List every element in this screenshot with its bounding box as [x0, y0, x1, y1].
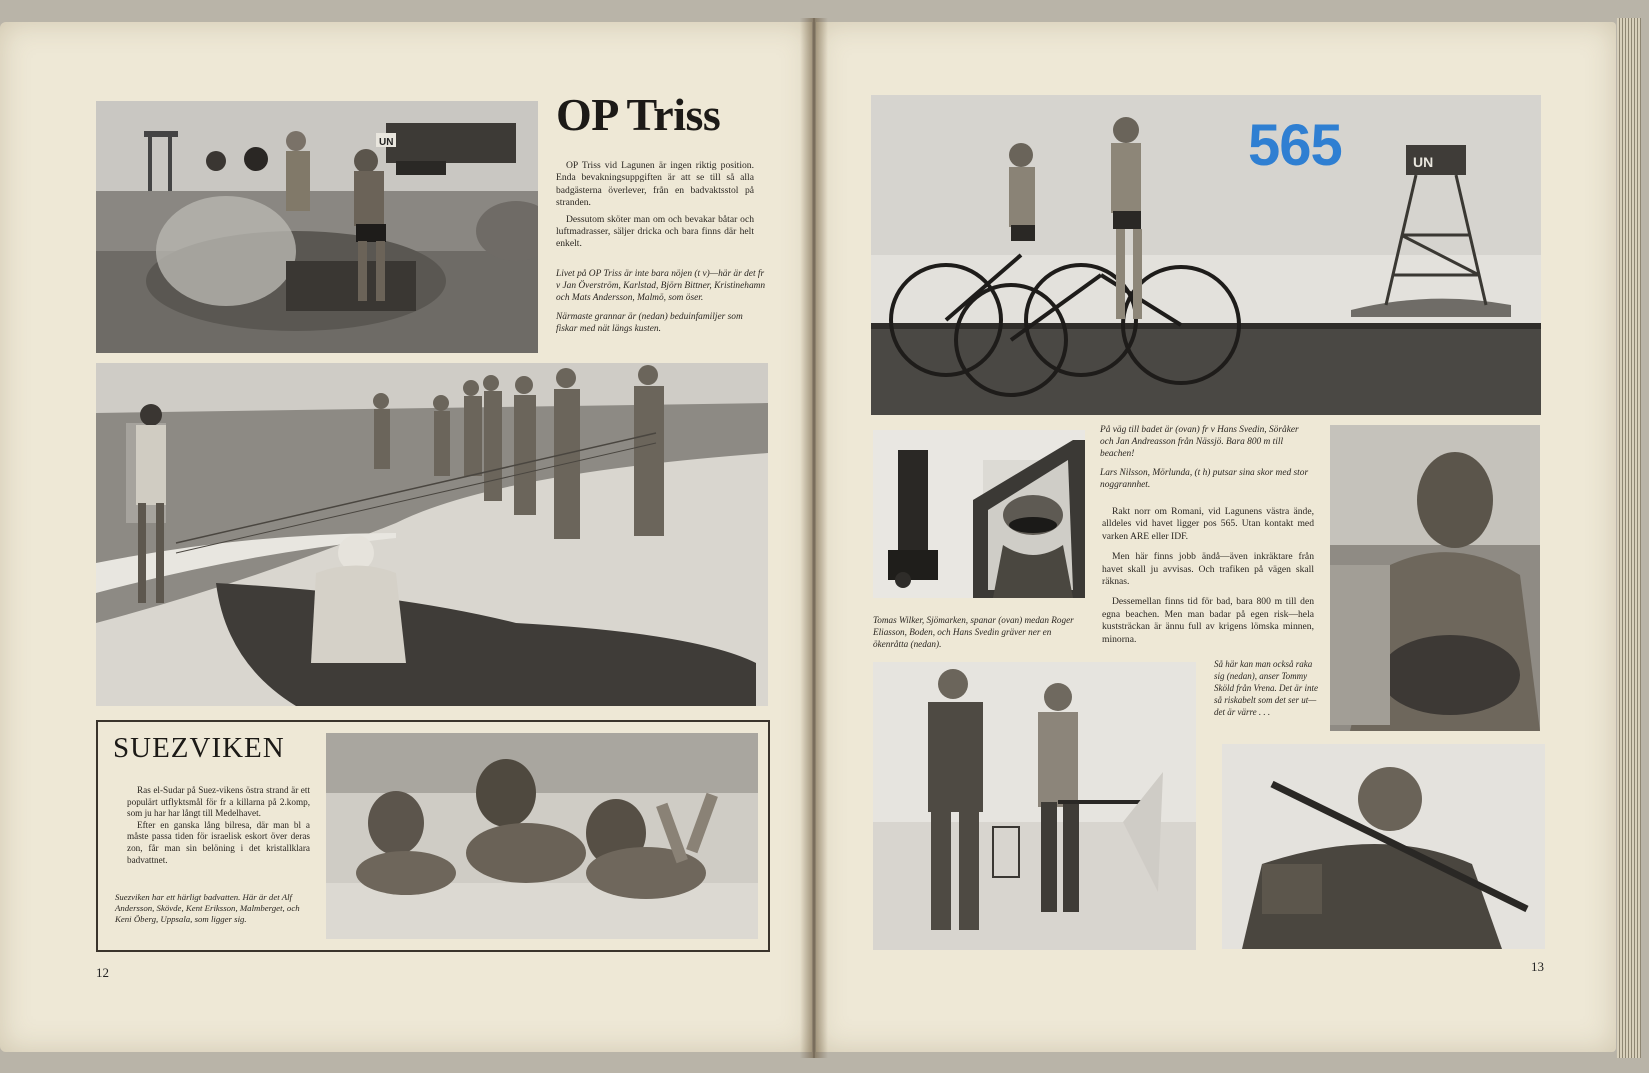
- un-sign: UN: [379, 137, 394, 148]
- photo-fishing-net: [96, 363, 768, 706]
- page-number-left: 12: [96, 965, 109, 980]
- photo-bicycles: [871, 95, 1541, 415]
- page-number-right: 13: [1531, 959, 1544, 974]
- suezviken-caption: Suezviken har ett härligt badvatten. Här är det Alf Andersson, Skövde, Kent Eriksson, Malmberget, och Keni Öberg, Uppsala, som ligger sig.: [115, 892, 300, 924]
- body-paragraph: Rakt norr om Romani, vid Lagunens västra ände, alldeles vid havet ligger pos 565. Utan kontakt med varken ARE eller IDF.: [1102, 506, 1314, 542]
- photo-suezviken-bathers: [326, 733, 758, 939]
- caption-paragraph: Lars Nilsson, Mörlunda, (t h) putsar sina skor med stor noggrannhet.: [1100, 467, 1309, 490]
- tower-un-sign: UN: [1413, 154, 1434, 170]
- caption-shaving: Så här kan man också raka sig (nedan), anser Tommy Sköld från Vrena. Det är inte så riskabelt som det ser ut—det är värre . . .: [1214, 659, 1318, 717]
- intro-paragraph: Dessutom sköter man om och bevakar båtar och luftmadrasser, säljer dricka och bara finns där helt enkelt.: [556, 213, 754, 250]
- photo-shoe-polish: [1330, 425, 1540, 731]
- suezviken-text: [127, 785, 310, 866]
- caption-lookout: Tomas Wilker, Sjömarken, spanar (ovan) medan Roger Eliasson, Boden, och Hans Svedin gräver ner en ökenråtta (nedan).: [873, 615, 1074, 649]
- page-edges: [1617, 18, 1641, 1058]
- caption-paragraph: På väg till badet är (ovan) fr v Hans Svedin, Söråker och Jan Andreasson från Nässjö. Bara 800 m till beachen!: [1100, 425, 1299, 460]
- suezviken-paragraph: Ras el-Sudar på Suez-vikens östra strand är ett populärt utflyktsmål för fr a killarna på 2.komp, som ju har har långt till Medelhavet.: [127, 785, 310, 819]
- caption-op-triss: [556, 268, 766, 341]
- intro-text: [556, 160, 754, 255]
- photo-digging: [873, 662, 1196, 950]
- caption-paragraph: Livet på OP Triss är inte bara nöjen (t v)—här är det fr v Jan Överström, Karlstad, Björn Bittner, Kristinehamn och Mats Andersson, Malmö, som öser.: [556, 269, 766, 304]
- body-paragraph: Men här finns jobb ändå—även inkräktare från havet skall ju avvisas. Och trafiken på vägen skall räknas.: [1102, 551, 1314, 588]
- body-paragraph: Dessemellan finns tid för bad, bara 800 m till den egna beachen. Men man badar på egen risk—hela kuststräckan är ännu full av krigens lömska minnen, minorna.: [1102, 596, 1314, 645]
- book-gutter: [800, 18, 828, 1058]
- suezviken-title: SUEZVIKEN: [113, 732, 285, 764]
- page-title-565: 565: [1248, 113, 1342, 178]
- caption-bicycles: [1100, 424, 1310, 497]
- photo-lookout-helmet: [873, 430, 1085, 598]
- photo-shaving: [1222, 744, 1545, 949]
- suezviken-paragraph: Efter en ganska lång bilresa, där man bl a måste passa tiden för israelisk eskort över deras zon, får man sin belöning i det kristallklara badvattnet.: [127, 819, 310, 865]
- photo-bailing-boat: [96, 101, 538, 353]
- intro-paragraph: OP Triss vid Lagunen är ingen riktig position. Enda bevakningsuppgiften är att se till så alla badgästerna överlever, från en badvaktsstol på stranden.: [556, 160, 754, 209]
- body-565: [1102, 506, 1314, 650]
- page-title-op-triss: OP Triss: [556, 89, 721, 140]
- caption-paragraph: Närmaste grannar är (nedan) beduinfamiljer som fiskar med nät längs kusten.: [556, 311, 743, 334]
